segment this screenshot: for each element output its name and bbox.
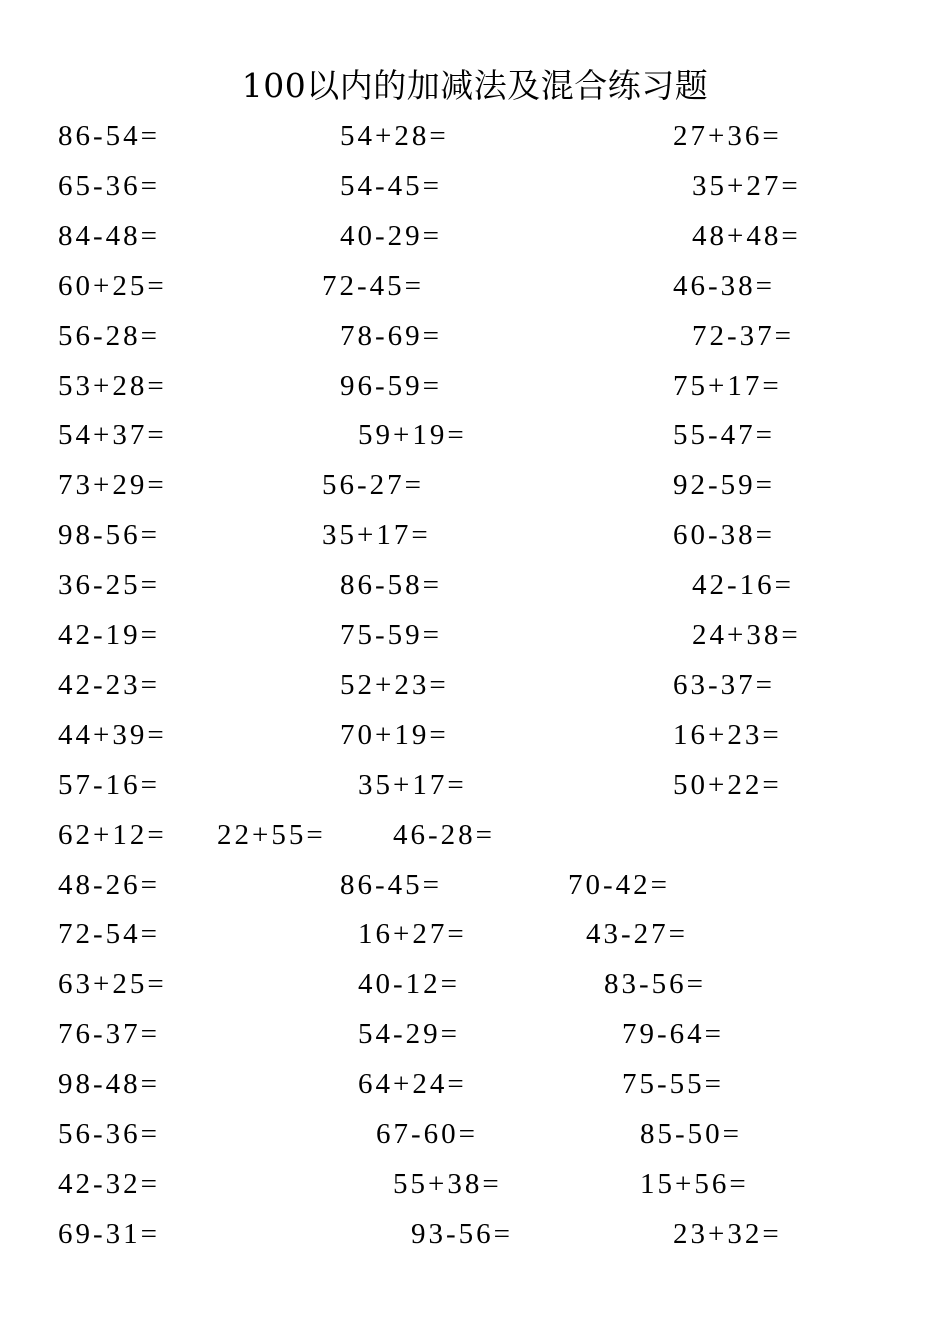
problem-r10-c1: 36-25= bbox=[58, 569, 161, 601]
problem-r3-c3: 48+48= bbox=[692, 220, 801, 252]
problem-r13-c2: 70+19= bbox=[340, 719, 449, 751]
problem-r9-c3: 60-38= bbox=[673, 519, 776, 551]
problem-r12-c2: 52+23= bbox=[340, 669, 449, 701]
problem-r22-c3: 15+56= bbox=[640, 1168, 749, 1200]
problem-r17-c2: 16+27= bbox=[358, 918, 467, 950]
problem-r13-c3: 16+23= bbox=[673, 719, 782, 751]
problem-r3-c1: 84-48= bbox=[58, 220, 161, 252]
problem-r23-c1: 69-31= bbox=[58, 1218, 161, 1250]
problem-r6-c1: 53+28= bbox=[58, 370, 167, 402]
problem-r1-c1: 86-54= bbox=[58, 120, 161, 152]
problem-r9-c2: 35+17= bbox=[322, 519, 431, 551]
problem-r10-c2: 86-58= bbox=[340, 569, 443, 601]
problem-r2-c3: 35+27= bbox=[692, 170, 801, 202]
problem-r2-c1: 65-36= bbox=[58, 170, 161, 202]
problem-r5-c2: 78-69= bbox=[340, 320, 443, 352]
problem-r17-c3: 43-27= bbox=[586, 918, 689, 950]
problem-r12-c1: 42-23= bbox=[58, 669, 161, 701]
problem-r16-c2: 86-45= bbox=[340, 869, 443, 901]
page-title: 100以内的加减法及混合练习题 bbox=[241, 66, 709, 105]
problem-r20-c3: 75-55= bbox=[622, 1068, 725, 1100]
problem-r4-c2: 72-45= bbox=[322, 270, 425, 302]
problem-r14-c3: 50+22= bbox=[673, 769, 782, 801]
problem-r4-c3: 46-38= bbox=[673, 270, 776, 302]
problem-r9-c1: 98-56= bbox=[58, 519, 161, 551]
problem-r6-c2: 96-59= bbox=[340, 370, 443, 402]
problem-r8-c2: 56-27= bbox=[322, 469, 425, 501]
problem-r15-c2: 22+55= bbox=[217, 819, 326, 851]
problem-r23-c2: 93-56= bbox=[411, 1218, 514, 1250]
problem-r8-c1: 73+29= bbox=[58, 469, 167, 501]
problem-r7-c1: 54+37= bbox=[58, 419, 167, 451]
problem-r13-c1: 44+39= bbox=[58, 719, 167, 751]
problem-r14-c1: 57-16= bbox=[58, 769, 161, 801]
problem-r11-c3: 24+38= bbox=[692, 619, 801, 651]
problem-r10-c3: 42-16= bbox=[692, 569, 795, 601]
problem-r18-c2: 40-12= bbox=[358, 968, 461, 1000]
problem-r11-c1: 42-19= bbox=[58, 619, 161, 651]
problem-r4-c1: 60+25= bbox=[58, 270, 167, 302]
problem-r1-c2: 54+28= bbox=[340, 120, 449, 152]
problem-r16-c3: 70-42= bbox=[568, 869, 671, 901]
problem-r12-c3: 63-37= bbox=[673, 669, 776, 701]
problem-r11-c2: 75-59= bbox=[340, 619, 443, 651]
problem-r19-c3: 79-64= bbox=[622, 1018, 725, 1050]
problem-r21-c1: 56-36= bbox=[58, 1118, 161, 1150]
problem-r19-c2: 54-29= bbox=[358, 1018, 461, 1050]
problem-r6-c3: 75+17= bbox=[673, 370, 782, 402]
problem-r5-c1: 56-28= bbox=[58, 320, 161, 352]
problem-r2-c2: 54-45= bbox=[340, 170, 443, 202]
problem-r22-c2: 55+38= bbox=[393, 1168, 502, 1200]
problem-r20-c2: 64+24= bbox=[358, 1068, 467, 1100]
problem-r22-c1: 42-32= bbox=[58, 1168, 161, 1200]
problem-r18-c1: 63+25= bbox=[58, 968, 167, 1000]
problem-r3-c2: 40-29= bbox=[340, 220, 443, 252]
problem-r19-c1: 76-37= bbox=[58, 1018, 161, 1050]
problem-r16-c1: 48-26= bbox=[58, 869, 161, 901]
problem-r23-c3: 23+32= bbox=[673, 1218, 782, 1250]
problem-r18-c3: 83-56= bbox=[604, 968, 707, 1000]
problem-r7-c3: 55-47= bbox=[673, 419, 776, 451]
problem-r7-c2: 59+19= bbox=[358, 419, 467, 451]
problem-r20-c1: 98-48= bbox=[58, 1068, 161, 1100]
problem-r17-c1: 72-54= bbox=[58, 918, 161, 950]
problem-r8-c3: 92-59= bbox=[673, 469, 776, 501]
problem-r15-c3: 46-28= bbox=[393, 819, 496, 851]
problem-r5-c3: 72-37= bbox=[692, 320, 795, 352]
problem-r15-c1: 62+12= bbox=[58, 819, 167, 851]
problem-r21-c2: 67-60= bbox=[376, 1118, 479, 1150]
problem-r14-c2: 35+17= bbox=[358, 769, 467, 801]
problem-r21-c3: 85-50= bbox=[640, 1118, 743, 1150]
problem-r1-c3: 27+36= bbox=[673, 120, 782, 152]
